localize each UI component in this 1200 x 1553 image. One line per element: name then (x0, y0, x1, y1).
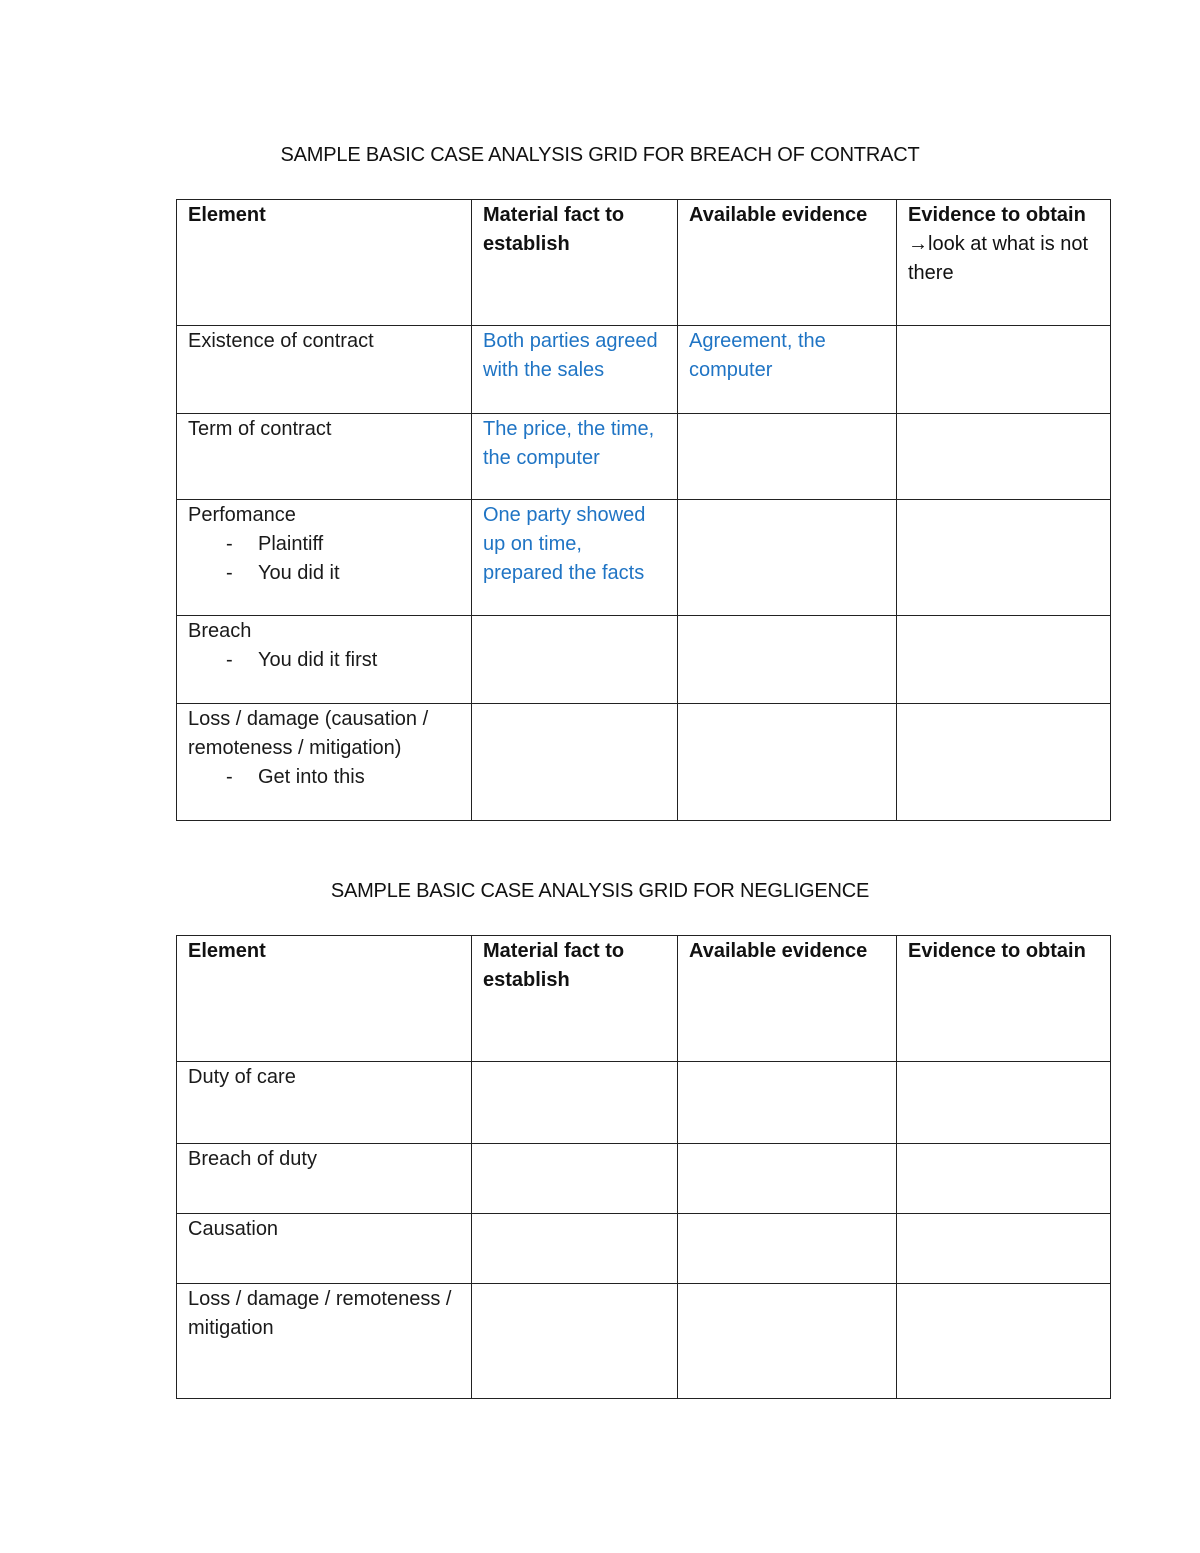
element-cell (177, 704, 472, 821)
header-evidence-to-obtain-label: Evidence to obtain (908, 204, 1086, 226)
element-label: Loss / damage (causation / remoteness / mitigation) (188, 708, 429, 759)
material-fact-cell (472, 1062, 678, 1144)
element-bullet-list (188, 646, 461, 675)
table-row (177, 414, 1111, 500)
element-cell (177, 500, 472, 616)
header-evidence-to-obtain-note (908, 230, 1100, 288)
element-cell: Loss / damage / remoteness / mitigation (177, 1284, 472, 1399)
element-label: Breach (188, 620, 252, 642)
table-row (177, 1284, 1111, 1399)
element-cell: Term of contract (177, 414, 472, 500)
table-header-row (177, 200, 1111, 326)
negligence-analysis-table (176, 935, 1111, 1399)
header-element: Element (177, 200, 472, 326)
table-row (177, 326, 1111, 414)
arrow-right-icon: → (908, 233, 928, 255)
table-row (177, 1214, 1111, 1284)
evidence-to-obtain-cell (897, 1214, 1111, 1284)
available-evidence-cell (678, 616, 897, 704)
material-fact-cell (472, 1214, 678, 1284)
element-label: Perfomance (188, 504, 296, 526)
list-item: - Plaintiff (226, 530, 461, 559)
header-evidence-to-obtain: Evidence to obtain (897, 936, 1111, 1062)
available-evidence-cell (678, 1284, 897, 1399)
table-row (177, 704, 1111, 821)
material-fact-cell: The price, the time, the computer (472, 414, 678, 500)
evidence-to-obtain-note-text: look at what is not there (908, 233, 1089, 284)
contract-grid-title: SAMPLE BASIC CASE ANALYSIS GRID FOR BREACH OF CONTRACT (280, 144, 920, 166)
table-row (177, 616, 1111, 704)
table-row (177, 1062, 1111, 1144)
available-evidence-cell (678, 1062, 897, 1144)
material-fact-cell: One party showed up on time, prepared the facts (472, 500, 678, 616)
table-header-row (177, 936, 1111, 1062)
material-fact-cell (472, 616, 678, 704)
material-fact-cell (472, 1284, 678, 1399)
element-cell: Causation (177, 1214, 472, 1284)
list-item: - You did it first (226, 646, 461, 675)
header-evidence-to-obtain (897, 200, 1111, 326)
element-cell: Existence of contract (177, 326, 472, 414)
header-element: Element (177, 936, 472, 1062)
material-fact-cell (472, 704, 678, 821)
available-evidence-cell: Agreement, the computer (678, 326, 897, 414)
available-evidence-cell (678, 500, 897, 616)
evidence-to-obtain-cell (897, 704, 1111, 821)
table-row (177, 500, 1111, 616)
available-evidence-cell (678, 704, 897, 821)
evidence-to-obtain-cell (897, 414, 1111, 500)
negligence-grid-title: SAMPLE BASIC CASE ANALYSIS GRID FOR NEGLIGENCE (330, 880, 870, 902)
evidence-to-obtain-cell (897, 326, 1111, 414)
list-item: - You did it (226, 559, 461, 588)
evidence-to-obtain-cell (897, 1062, 1111, 1144)
element-cell: Breach of duty (177, 1144, 472, 1214)
element-cell: Duty of care (177, 1062, 472, 1144)
available-evidence-cell (678, 1144, 897, 1214)
evidence-to-obtain-cell (897, 500, 1111, 616)
material-fact-cell: Both parties agreed with the sales (472, 326, 678, 414)
element-cell (177, 616, 472, 704)
header-available-evidence: Available evidence (678, 200, 897, 326)
evidence-to-obtain-cell (897, 1144, 1111, 1214)
header-material-fact: Material fact to establish (472, 936, 678, 1062)
material-fact-cell (472, 1144, 678, 1214)
list-item: - Get into this (226, 763, 461, 792)
evidence-to-obtain-cell (897, 616, 1111, 704)
contract-analysis-table (176, 199, 1111, 821)
available-evidence-cell (678, 1214, 897, 1284)
element-bullet-list (188, 763, 461, 792)
table-row (177, 1144, 1111, 1214)
header-material-fact: Material fact to establish (472, 200, 678, 326)
evidence-to-obtain-cell (897, 1284, 1111, 1399)
available-evidence-cell (678, 414, 897, 500)
element-bullet-list (188, 530, 461, 588)
header-available-evidence: Available evidence (678, 936, 897, 1062)
